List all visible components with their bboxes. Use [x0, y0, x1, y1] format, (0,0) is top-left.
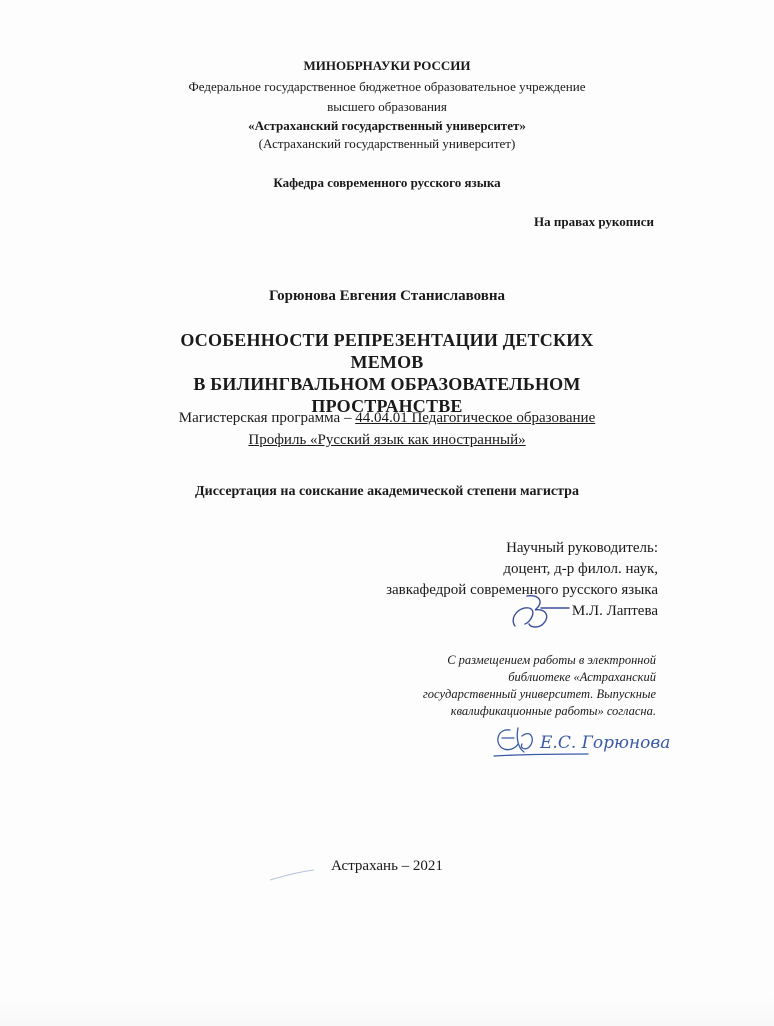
org-line-1: Федеральное государственное бюджетное образовательное учреждение: [188, 79, 586, 94]
supervisor-name: М.Л. Лаптева: [571, 603, 658, 619]
city-year: Астрахань – 2021: [331, 858, 443, 874]
program-prefix: Магистерская программа –: [178, 410, 356, 426]
title-line-1: ОСОБЕННОСТИ РЕПРЕЗЕНТАЦИИ ДЕТСКИХ МЕМОВ: [180, 330, 594, 372]
program-code: 44.04.01 Педагогическое образование: [355, 410, 596, 426]
university-short-name: (Астраханский государственный университет): [258, 136, 516, 151]
thesis-title: [150, 329, 624, 417]
supervisor-signature-icon: [505, 588, 575, 634]
org-line-2: высшего образования: [327, 99, 447, 114]
supervisor-rank: доцент, д-р филол. наук,: [503, 561, 658, 577]
consent-line-2: библиотеке «Астраханский: [508, 670, 656, 684]
consent-line-1: С размещением работы в электронной: [447, 653, 656, 667]
author-signature-icon: [488, 718, 678, 766]
supervisor-role: Научный руководитель:: [506, 540, 658, 556]
program-line: [0, 410, 774, 427]
university-name: «Астраханский государственный университет»: [248, 118, 526, 133]
supervisor-position: завкафедрой современного русского языка: [386, 582, 658, 598]
title-line-3: ПРОСТРАНСТВЕ: [311, 396, 463, 416]
department-name: Кафедра современного русского языка: [273, 175, 501, 190]
consent-line-4: квалификационные работы» согласна.: [450, 704, 656, 718]
degree-line: Диссертация на соискание академической степени магистра: [195, 484, 579, 499]
title-line-2: В БИЛИНГВАЛЬНОМ ОБРАЗОВАТЕЛЬНОМ: [193, 374, 581, 394]
consent-note: [356, 652, 656, 720]
profile-line: [0, 432, 774, 449]
author-signature-text: Е.С. Горюнова: [540, 733, 671, 753]
ministry-heading: МИНОБРНАУКИ РОССИИ: [303, 58, 471, 73]
author-name: Горюнова Евгения Станиславовна: [268, 288, 506, 304]
program-profile: Профиль «Русский язык как иностранный»: [248, 432, 526, 448]
consent-line-3: государственный университет. Выпускные: [422, 687, 656, 701]
rights-note: На правах рукописи: [534, 214, 654, 229]
